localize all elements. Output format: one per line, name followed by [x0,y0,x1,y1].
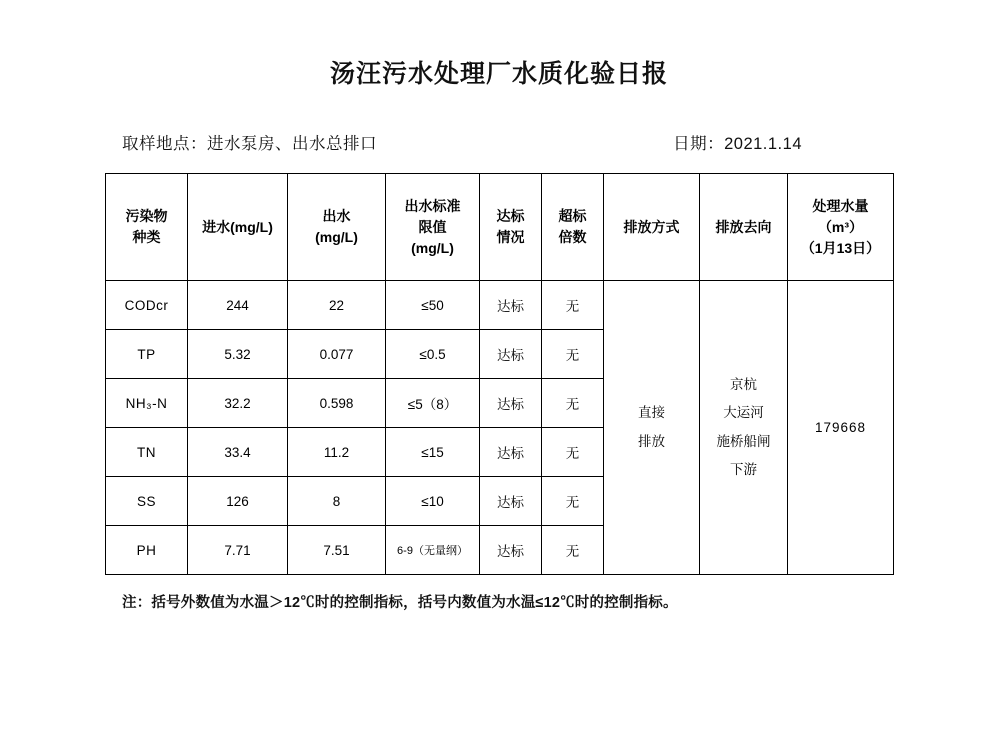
cell-exceed: 无 [542,526,604,575]
header-influent: 进水(mg/L) [188,174,288,281]
table-row [106,281,894,330]
cell-compliance: 达标 [480,428,542,477]
cell-effluent: 11.2 [288,428,386,477]
report-date: 日期：2021.1.14 [673,135,802,153]
cell-effluent: 7.51 [288,526,386,575]
cell-treated-volume: 179668 [788,281,894,575]
header-standard-limit: 出水标准 限值 (mg/L) [386,174,480,281]
cell-influent: 7.71 [188,526,288,575]
cell-exceed: 无 [542,281,604,330]
cell-standard: ≤0.5 [386,330,480,379]
cell-discharge-method: 直接 排放 [604,281,700,575]
sampling-location: 取样地点：进水泵房、出水总排口 [122,135,377,153]
header-discharge-method: 排放方式 [604,174,700,281]
cell-pollutant: TP [106,330,188,379]
cell-influent: 32.2 [188,379,288,428]
header-treated-volume: 处理水量 （m³） （1月13日） [788,174,894,281]
cell-standard: ≤5（8） [386,379,480,428]
cell-pollutant: SS [106,477,188,526]
cell-effluent: 0.077 [288,330,386,379]
header-exceed-ratio: 超标 倍数 [542,174,604,281]
cell-discharge-destination: 京杭 大运河 施桥船闸 下游 [700,281,788,575]
cell-standard: ≤15 [386,428,480,477]
cell-influent: 33.4 [188,428,288,477]
cell-compliance: 达标 [480,526,542,575]
cell-compliance: 达标 [480,330,542,379]
header-pollutant: 污染物 种类 [106,174,188,281]
cell-standard: ≤50 [386,281,480,330]
document-meta [0,130,998,154]
page-title: 汤汪污水处理厂水质化验日报 [329,60,668,88]
cell-effluent: 0.598 [288,379,386,428]
cell-pollutant: PH [106,526,188,575]
cell-pollutant: TN [106,428,188,477]
cell-effluent: 8 [288,477,386,526]
cell-pollutant: NH₃-N [106,379,188,428]
cell-standard: 6-9（无量纲） [386,526,480,575]
cell-standard: ≤10 [386,477,480,526]
table-header-row [106,174,894,281]
cell-effluent: 22 [288,281,386,330]
cell-influent: 126 [188,477,288,526]
cell-compliance: 达标 [480,281,542,330]
header-discharge-destination: 排放去向 [700,174,788,281]
cell-pollutant: CODcr [106,281,188,330]
document-page [0,54,998,741]
cell-compliance: 达标 [480,379,542,428]
cell-exceed: 无 [542,330,604,379]
cell-compliance: 达标 [480,477,542,526]
cell-influent: 5.32 [188,330,288,379]
table-footnote: 注：括号外数值为水温＞12℃时的控制指标，括号内数值为水温≤12℃时的控制指标。 [122,595,678,611]
cell-exceed: 无 [542,477,604,526]
header-compliance: 达标 情况 [480,174,542,281]
report-table-wrapper [105,173,893,575]
header-effluent: 出水 (mg/L) [288,174,386,281]
cell-exceed: 无 [542,428,604,477]
cell-exceed: 无 [542,379,604,428]
cell-influent: 244 [188,281,288,330]
water-quality-table [105,173,894,575]
